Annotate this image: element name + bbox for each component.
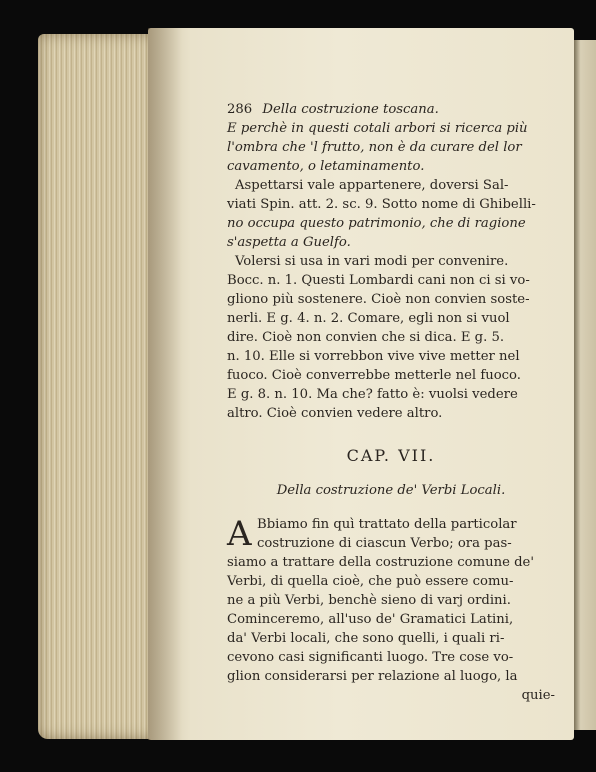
spine-shadow: [148, 28, 182, 740]
text-line: Verbi, di quella cioè, che può essere comu-: [227, 574, 514, 589]
drop-cap: A: [227, 514, 252, 554]
text-line: n. 10. Elle si vorrebbon vive vive metter nel: [227, 349, 520, 364]
text-line: Cominceremo, all'uso de' Gramatici Latini,: [227, 612, 514, 627]
text-line: da' Verbi locali, che sono quelli, i quali ri-: [227, 631, 505, 646]
running-header: [227, 100, 555, 119]
paragraph-aspettarsi: [227, 176, 555, 252]
running-title: Della costruzione toscana.: [262, 102, 439, 117]
text-line: Bocc. n. 1. Questi Lombardi cani non ci si vo-: [227, 273, 530, 288]
text-line: dire. Cioè non convien che si dica. E g. 5.: [227, 330, 505, 345]
text-line: altro. Cioè convien vedere altro.: [227, 406, 443, 421]
paragraph-verbi-locali: [227, 515, 555, 705]
text-line: costruzione di ciascun Verbo; ora pas-: [257, 536, 512, 551]
text-line: nerli. E g. 4. n. 2. Comare, egli non si vuol: [227, 311, 510, 326]
text-line: fuoco. Cioè converrebbe metterle nel fuoco.: [227, 368, 521, 383]
text-line: siamo a trattare della costruzione comune de': [227, 555, 534, 570]
chapter-subtitle: Della costruzione de' Verbi Locali.: [276, 483, 506, 498]
text-line: glion considerarsi per relazione al luogo, la: [227, 669, 518, 684]
text-line: s'aspetta a Guelfo.: [227, 235, 351, 250]
facing-page-edge: [574, 40, 596, 730]
paragraph-volersi: [227, 252, 555, 423]
text-line: l'ombra che 'l frutto, non è da curare del lor: [227, 140, 522, 155]
text-line: cevono casi significanti luogo. Tre cose vo-: [227, 650, 514, 665]
text-line: cavamento, o letaminamento.: [227, 159, 425, 174]
text-line: ne a più Verbi, benchè sieno di varj ordini.: [227, 593, 511, 608]
text-line: Bbiamo fin quì trattato della particolar: [257, 517, 517, 532]
text-line: E g. 8. n. 10. Ma che? fatto è: vuolsi vedere: [227, 387, 518, 402]
text-line: Volersi si usa in vari modi per convenire.: [235, 254, 509, 269]
text-line: gliono più sostenere. Cioè non convien soste-: [227, 292, 530, 307]
text-line: viati Spin. att. 2. sc. 9. Sotto nome di Ghibelli-: [227, 197, 536, 212]
catchword: quie-: [521, 688, 555, 703]
text-line: no occupa questo patrimonio, che di ragione: [227, 216, 526, 231]
chapter-title: CAP. VII.: [346, 446, 436, 465]
page-text: [227, 100, 555, 705]
page-number: 286: [227, 102, 253, 117]
text-line: Aspettarsi vale appartenere, doversi Sal-: [235, 178, 509, 193]
text-line: E perchè in questi cotali arbori si ricerca più: [227, 121, 528, 136]
page-edges: [38, 34, 156, 739]
paragraph-ombra: [227, 119, 555, 176]
